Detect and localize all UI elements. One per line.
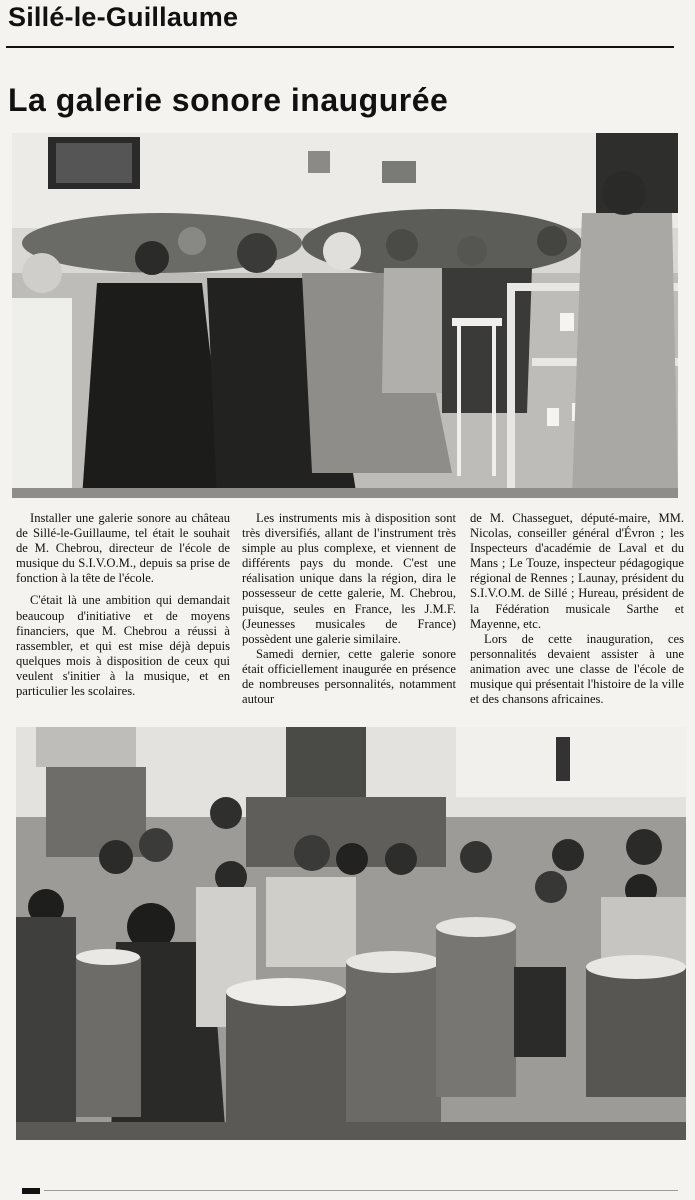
article-column-1 (16, 511, 230, 699)
paragraph: de M. Chasseguet, député-maire, MM. Nicolas, conseiller général d'Évron ; les Inspecteurs d'académie de Laval et du Mans ; Le Touze, inspecteur pédagogique régional de Rennes ; Launay, président du S.I.V.O.M. de Sillé ; Hureau, président de la Fédération musicale Sarthe et Mayenne, etc. (470, 511, 684, 631)
section-rubric: Sillé-le-Guillaume (8, 2, 239, 32)
photo-drum-class (16, 727, 686, 1140)
article-column-2 (242, 511, 456, 707)
footer-mark (22, 1188, 40, 1194)
paragraph: Samedi dernier, cette galerie sonore était officiellement inaugurée en présence de nombreuses personnalités, notamment autour (242, 646, 456, 707)
paragraph: Lors de cette inauguration, ces personnalités devaient assister à une animation avec une classe de l'école de musique qui présentait l'histoire de la ville et des chansons africaines. (470, 631, 684, 707)
article-headline: La galerie sonore inaugurée (8, 82, 449, 118)
header-rule (6, 46, 674, 48)
paragraph: C'était là une ambition qui demandait beaucoup d'initiative et de moyens financiers, que M. Chebrou a réussi à rassembler, et qui est mise déjà depuis quelques mois à disposition de ceux qui veulent s'initier à la musique, et en particulier les scolaires. (16, 593, 230, 699)
paragraph: Installer une galerie sonore au château de Sillé-le-Guillaume, tel était le souhait de M. Chebrou, directeur de l'école de musique du S.I.V.O.M., depuis sa prise de fonction à la tête de l'école. (16, 511, 230, 586)
photo-audience (12, 133, 678, 498)
paragraph: Les instruments mis à disposition sont très diversifiés, allant de l'instrument très simple au plus complexe, et viennent de différents pays du monde. C'est une réalisation unique dans la région, dira le possesseur de cette galerie, M. Chebrou, puisque, seules en France, les J.M.F. (Jeunesses musicales de France) possèdent une galerie similaire. (242, 511, 456, 646)
footer-rule (44, 1190, 678, 1191)
article-column-3 (470, 511, 684, 707)
